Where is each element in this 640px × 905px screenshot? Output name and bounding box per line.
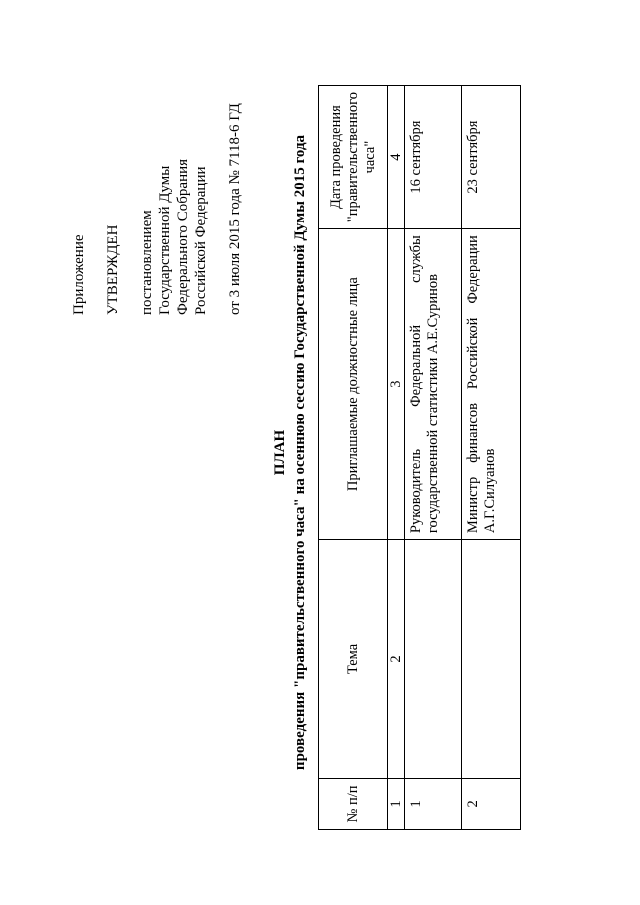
approval-date: от 3 июля 2015 года № 7118-6 ГД xyxy=(227,103,243,315)
approval-line: Государственной Думы xyxy=(157,165,173,315)
approval-line: Российской Федерации xyxy=(193,166,209,315)
column-number: 1 xyxy=(388,778,405,829)
approval-line: постановлением xyxy=(139,210,155,315)
row-topic xyxy=(462,540,521,779)
table-row xyxy=(405,86,462,830)
plan-subtitle: проведения "правительственного часа" на осеннюю сессию Государственной Думы 2015 года xyxy=(292,134,308,771)
table-row xyxy=(462,86,521,830)
row-number: 2 xyxy=(462,778,521,829)
column-number: 2 xyxy=(388,540,405,779)
plan-title: ПЛАН xyxy=(272,429,288,476)
approved-label: УТВЕРЖДЕН xyxy=(105,224,121,315)
appendix-label: Приложение xyxy=(71,234,87,315)
row-number: 1 xyxy=(405,778,462,829)
column-number: 3 xyxy=(388,229,405,540)
row-topic xyxy=(405,540,462,779)
header-date: Дата проведения "правительственного часа" xyxy=(319,86,388,229)
plan-table xyxy=(318,85,521,830)
approval-stamp xyxy=(70,103,244,315)
approval-line: Федерального Собрания xyxy=(175,158,191,315)
row-officials: Министр финансов Российской Федерации А.Г.Силуанов xyxy=(462,229,521,540)
row-date: 16 сентября xyxy=(405,86,462,229)
column-number: 4 xyxy=(388,86,405,229)
header-number: № п/п xyxy=(319,778,388,829)
header-topic: Тема xyxy=(319,540,388,779)
row-date: 23 сентября xyxy=(462,86,521,229)
column-number-row xyxy=(388,86,405,830)
row-officials: Руководитель Федеральной службы государственной статистики А.Е.Суринов xyxy=(405,229,462,540)
header-officials: Приглашаемые должностные лица xyxy=(319,229,388,540)
table-header-row xyxy=(319,86,388,830)
